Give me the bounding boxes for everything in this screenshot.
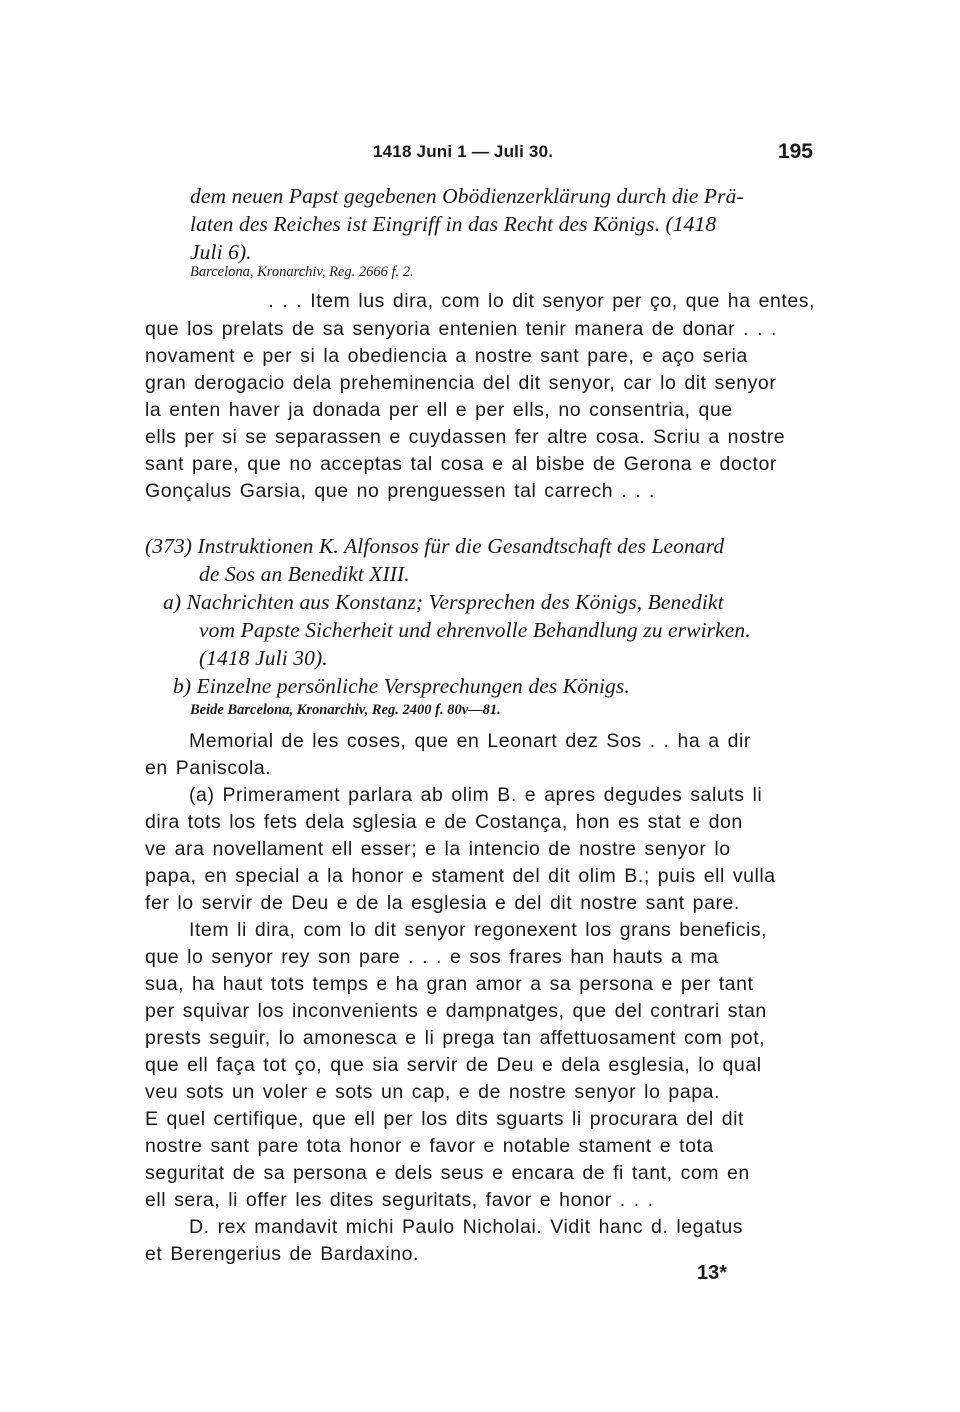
text-line: ell sera, li offer les dites seguritats, favor e honor . . . — [145, 1189, 654, 1211]
text-line: gran derogacio dela preheminencia del dit senyor, car lo dit senyor — [145, 372, 777, 394]
text-line: D. rex mandavit michi Paulo Nicholai. Vidit hanc d. legatus — [189, 1216, 744, 1238]
page-number: 195 — [777, 140, 813, 163]
text-line: en Paniscola. — [145, 757, 272, 779]
signature-mark: 13* — [697, 1262, 728, 1284]
text-line: ve ara novellament ell esser; e la intencio de nostre senyor lo — [145, 838, 731, 860]
text-line: ells per si se separassen e cuydassen fer altre cosa. Scriu a nostre — [145, 426, 786, 448]
text-line: . . . Item lus dira, com lo dit senyor per ço, que ha entes, — [268, 290, 815, 312]
entry-heading-line: (373) Instruktionen K. Alfonsos für die Gesandtschaft des Leonard — [145, 534, 725, 558]
text-line: fer lo servir de Deu e de la esglesia e del dit nostre sant pare. — [145, 892, 740, 914]
text-line: nostre sant pare tota honor e favor e notable stament e tota — [145, 1135, 714, 1157]
running-head: 1418 Juni 1 — Juli 30. — [373, 142, 554, 161]
subsection-a-line: vom Papste Sicherheit und ehrenvolle Behandlung zu erwirken. — [199, 618, 751, 642]
subsection-a-line: (1418 Juli 30). — [199, 646, 328, 670]
source-reference: Barcelona, Kronarchiv, Reg. 2666 f. 2. — [190, 264, 414, 280]
text-line: per squivar los inconvenients e dampnatges, que del contrari stan — [145, 1000, 767, 1022]
source-reference: Beide Barcelona, Kronarchiv, Reg. 2400 f. 80v—81. — [190, 702, 501, 718]
text-line: novament e per si la obediencia a nostre sant pare, e aço seria — [145, 345, 748, 367]
text-line: Memorial de les coses, que en Leonart dez Sos . . ha a dir — [189, 730, 751, 752]
text-line: sant pare, que no acceptas tal cosa e al bisbe de Gerona e doctor — [145, 453, 777, 475]
text-line: et Berengerius de Bardaxino. — [145, 1243, 419, 1265]
text-line: Gonçalus Garsia, que no prenguessen tal carrech . . . — [145, 480, 655, 502]
text-line: prests seguir, lo amonesca e li prega tan affettuosament com pot, — [145, 1027, 766, 1049]
text-line: que lo senyor rey son pare . . . e sos frares han hauts a ma — [145, 946, 719, 968]
text-line: papa, en special a la honor e stament del dit olim B.; puis ell vulla — [145, 865, 776, 887]
subsection-b: b) Einzelne persönliche Versprechungen des Königs. — [173, 674, 630, 698]
summary-line: laten des Reiches ist Eingriff in das Recht des Königs. (1418 — [190, 212, 717, 236]
text-line: sua, ha haut tots temps e ha gran amor a sa persona e per tant — [145, 973, 754, 995]
text-line: seguritat de sa persona e dels seus e encara de fi tant, com en — [145, 1162, 750, 1184]
text-line: E quel certifique, que ell per los dits sguarts li procurara del dit — [145, 1108, 745, 1130]
entry-heading-line: de Sos an Benedikt XIII. — [199, 562, 410, 586]
text-line: (a) Primerament parlara ab olim B. e apres degudes saluts li — [189, 784, 763, 806]
text-line: dira tots los fets dela sglesia e de Costança, hon es stat e don — [145, 811, 743, 833]
text-line: que ell faça tot ço, que sia servir de Deu e dela esglesia, lo qual — [145, 1054, 762, 1076]
text-line: veu sots un voler e sots un cap, e de nostre senyor lo papa. — [145, 1081, 720, 1103]
subsection-a-line: a) Nachrichten aus Konstanz; Versprechen des Königs, Benedikt — [163, 590, 724, 614]
summary-line: Juli 6). — [190, 240, 252, 264]
summary-line: dem neuen Papst gegebenen Obödienzerklärung durch die Prä- — [190, 184, 744, 208]
text-line: la enten haver ja donada per ell e per ells, no consentria, que — [145, 399, 733, 421]
text-line: que los prelats de sa senyoria entenien tenir manera de donar . . . — [145, 318, 777, 340]
text-line: Item li dira, com lo dit senyor regonexent los grans beneficis, — [189, 919, 768, 941]
entry-373 — [145, 0, 815, 1265]
